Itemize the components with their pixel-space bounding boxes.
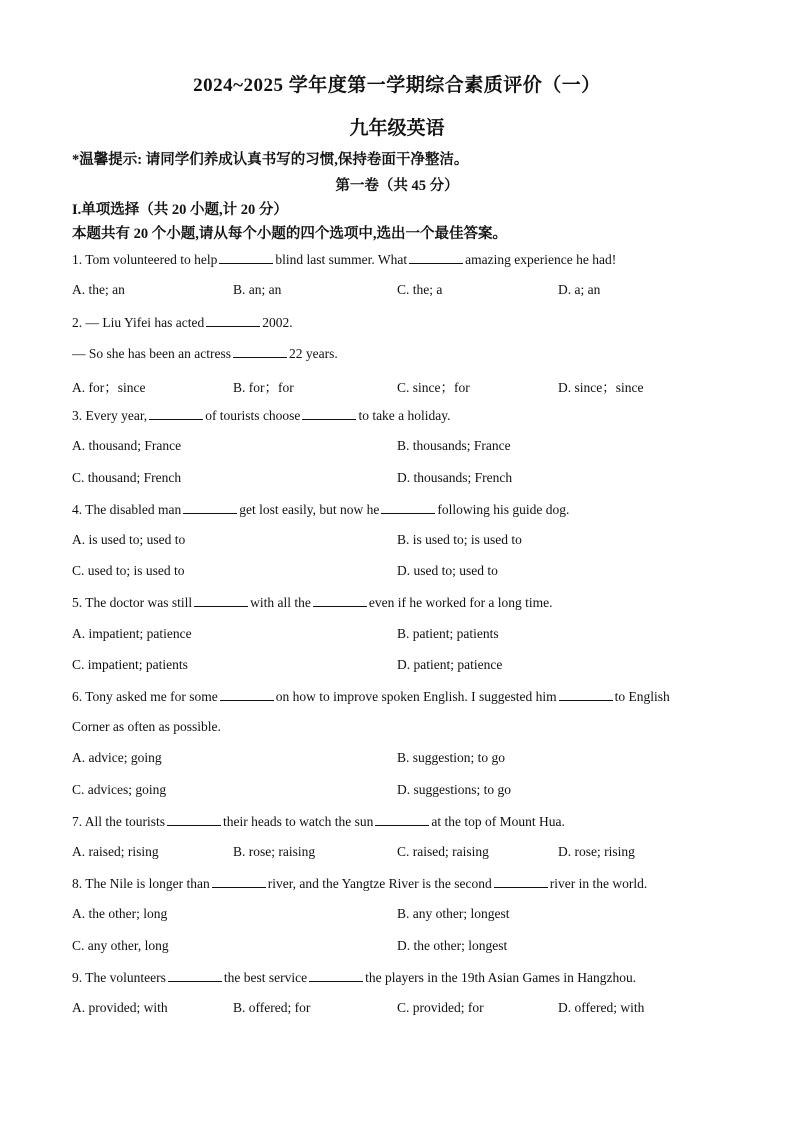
option-7b: B. rose; raising (233, 844, 316, 859)
answer-blank (381, 501, 435, 514)
option-4d: D. used to; used to (397, 563, 498, 578)
option-5b: B. patient; patients (397, 626, 499, 641)
question-stem-6: 6. Tony asked me for some on how to improve spoken English. I suggested him to English (72, 689, 670, 704)
option-4c: C. used to; is used to (72, 563, 185, 578)
question-stem-6-cont: Corner as often as possible. (72, 719, 221, 734)
answer-blank (559, 688, 613, 701)
option-9c: C. provided; for (397, 1000, 484, 1015)
tip-text: *温馨提示: 请同学们养成认真书写的习惯,保持卷面干净整洁。 (72, 152, 469, 168)
answer-blank (168, 969, 222, 982)
option-1a: A. the; an (72, 282, 125, 297)
option-5d: D. patient; patience (397, 657, 503, 672)
option-2d: D. since；since (558, 380, 644, 395)
option-1d: D. a; an (558, 282, 601, 297)
option-7d: D. rose; rising (558, 844, 635, 859)
option-9d: D. offered; with (558, 1000, 645, 1015)
option-3d: D. thousands; French (397, 470, 513, 485)
answer-blank (212, 875, 266, 888)
question-stem-1: 1. Tom volunteered to help blind last summer. What amazing experience he had! (72, 252, 617, 267)
question-stem-4: 4. The disabled man get lost easily, but now he following his guide dog. (72, 502, 570, 517)
option-2b: B. for；for (233, 380, 294, 395)
question-stem-2: 2. — Liu Yifei has acted 2002. (72, 315, 293, 330)
answer-blank (167, 813, 221, 826)
option-5a: A. impatient; patience (72, 626, 192, 641)
option-6d: D. suggestions; to go (397, 782, 512, 797)
answer-blank (219, 251, 273, 264)
question-stem-5: 5. The doctor was still with all the even if he worked for a long time. (72, 595, 553, 610)
exam-title: 2024~2025 学年度第一学期综合素质评价（一） (193, 75, 601, 96)
question-stem-7: 7. All the tourists their heads to watch the sun at the top of Mount Hua. (72, 814, 565, 829)
option-8c: C. any other, long (72, 938, 169, 953)
answer-blank (194, 594, 248, 607)
option-8b: B. any other; longest (397, 906, 510, 921)
option-4a: A. is used to; used to (72, 532, 186, 547)
option-9b: B. offered; for (233, 1000, 311, 1015)
answer-blank (309, 969, 363, 982)
option-6b: B. suggestion; to go (397, 750, 506, 765)
answer-blank (149, 407, 203, 420)
answer-blank (233, 345, 287, 358)
answer-blank (409, 251, 463, 264)
answer-blank (302, 407, 356, 420)
option-7c: C. raised; raising (397, 844, 489, 859)
option-3b: B. thousands; France (397, 438, 511, 453)
answer-blank (375, 813, 429, 826)
option-3a: A. thousand; France (72, 438, 182, 453)
option-6a: A. advice; going (72, 750, 162, 765)
question-stem-2-reply: — So she has been an actress 22 years. (72, 346, 338, 361)
option-8d: D. the other; longest (397, 938, 508, 953)
answer-blank (183, 501, 237, 514)
answer-blank (206, 314, 260, 327)
option-2a: A. for；since (72, 380, 146, 395)
question-stem-3: 3. Every year, of tourists choose to take a holiday. (72, 408, 451, 423)
option-2c: C. since；for (397, 380, 470, 395)
question-stem-8: 8. The Nile is longer than river, and the Yangtze River is the second river in the world. (72, 876, 648, 891)
option-5c: C. impatient; patients (72, 657, 188, 672)
option-6c: C. advices; going (72, 782, 167, 797)
option-7a: A. raised; rising (72, 844, 159, 859)
option-4b: B. is used to; is used to (397, 532, 522, 547)
option-3c: C. thousand; French (72, 470, 182, 485)
question-stem-9: 9. The volunteers the best service the players in the 19th Asian Games in Hangzhou. (72, 970, 637, 985)
answer-blank (220, 688, 274, 701)
answer-blank (313, 594, 367, 607)
option-1b: B. an; an (233, 282, 282, 297)
exam-subtitle: 九年级英语 (349, 118, 445, 139)
option-9a: A. provided; with (72, 1000, 168, 1015)
section-heading: I.单项选择（共 20 小题,计 20 分） (72, 202, 288, 218)
section-instruction: 本题共有 20 个小题,请从每个小题的四个选项中,选出一个最佳答案。 (72, 226, 507, 242)
option-1c: C. the; a (397, 282, 443, 297)
option-8a: A. the other; long (72, 906, 168, 921)
answer-blank (494, 875, 548, 888)
volume-heading: 第一卷（共 45 分） (335, 178, 459, 194)
